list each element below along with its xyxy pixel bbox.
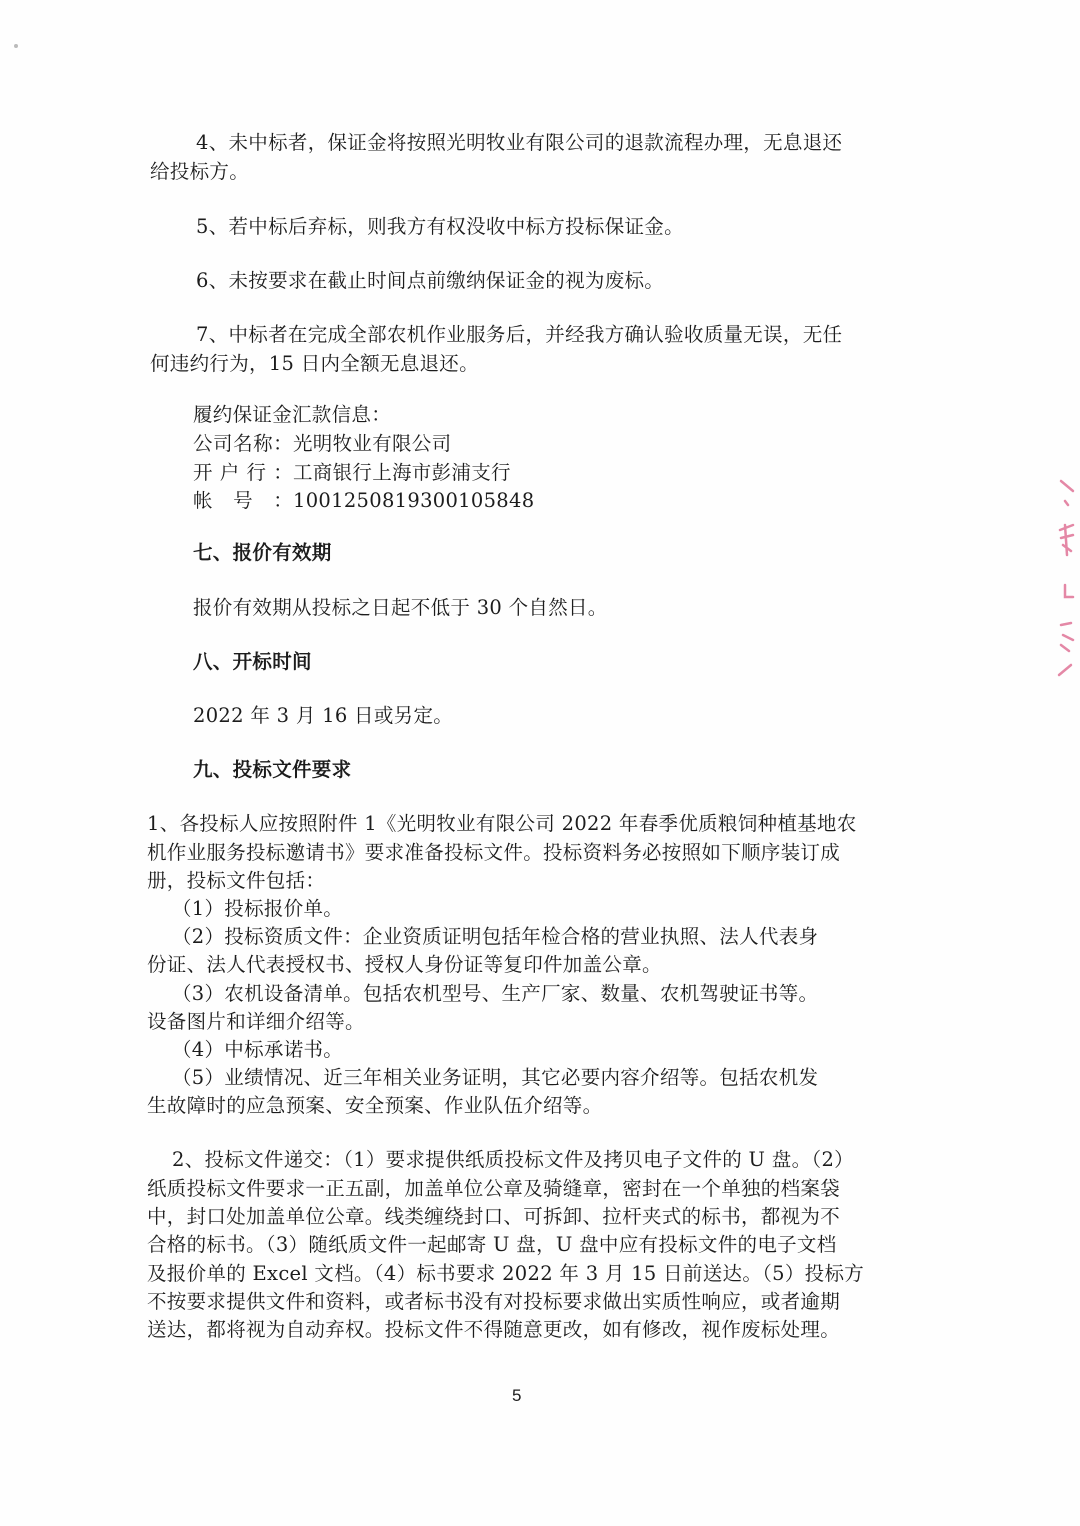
section-9-para1-line1: 1、各投标人应按照附件 1《光明牧业有限公司 2022 年春季优质粮饲种植基地农 (147, 812, 857, 835)
seal-icon (1055, 475, 1077, 690)
section-9-para1-line3: 册，投标文件包括： (147, 869, 326, 892)
section-9-heading: 九、投标文件要求 (193, 758, 352, 781)
doc-item-3-line2: 设备图片和详细介绍等。 (147, 1010, 365, 1033)
scan-mark (14, 44, 18, 48)
remittance-company-row (193, 432, 451, 456)
doc-item-2-line1: （2）投标资质文件：企业资质证明包括年检合格的营业执照、法人代表身 (172, 925, 819, 948)
clause-6: 6、未按要求在截止时间点前缴纳保证金的视为废标。 (196, 269, 665, 292)
remittance-account-row (193, 489, 534, 513)
section-9-para2-line4: 合格的标书。（3）随纸质文件一起邮寄 U 盘，U 盘中应有投标文件的电子文档 (147, 1233, 837, 1256)
doc-item-5-line2: 生故障时的应急预案、安全预案、作业队伍介绍等。 (147, 1094, 603, 1117)
bank-value: 工商银行上海市彭浦支行 (293, 461, 511, 484)
doc-item-5-line1: （5）业绩情况、近三年相关业务证明，其它必要内容介绍等。包括农机发 (172, 1066, 819, 1089)
section-7-body: 报价有效期从投标之日起不低于 30 个自然日。 (193, 596, 608, 619)
seal-stamp-fragment (1055, 475, 1077, 690)
section-9-para2-line1: 2、投标文件递交：（1）要求提供纸质投标文件及拷贝电子文件的 U 盘。（2） (172, 1148, 854, 1171)
section-9-para2-line2: 纸质投标文件要求一正五副，加盖单位公章及骑缝章，密封在一个单独的档案袋 (147, 1177, 841, 1200)
doc-item-3-line1: （3）农机设备清单。包括农机型号、生产厂家、数量、农机驾驶证书等。 (172, 982, 819, 1005)
remittance-title: 履约保证金汇款信息： (193, 403, 392, 426)
section-8-heading: 八、开标时间 (193, 650, 312, 673)
clause-4-line1: 4、未中标者，保证金将按照光明牧业有限公司的退款流程办理，无息退还 (196, 131, 843, 154)
section-9-para2-line5: 及报价单的 Excel 文档。（4）标书要求 2022 年 3 月 15 日前送达。（5）投标方 (147, 1262, 865, 1285)
section-9-para1-line2: 机作业服务投标邀请书》要求准备投标文件。投标资料务必按照如下顺序装订成 (147, 841, 841, 864)
section-9-para2-line7: 送达，都将视为自动弃权。投标文件不得随意更改，如有修改，视作废标处理。 (147, 1318, 841, 1341)
page-number: 5 (512, 1386, 522, 1405)
bank-label: 开户行： (193, 461, 293, 484)
account-value: 1001250819300105848 (293, 489, 535, 512)
doc-item-1: （1）投标报价单。 (172, 897, 344, 920)
clause-4-line2: 给投标方。 (150, 160, 250, 183)
account-label: 帐号： (193, 489, 293, 512)
doc-item-4: （4）中标承诺书。 (172, 1038, 344, 1061)
section-9-para2-line6: 不按要求提供文件和资料，或者标书没有对投标要求做出实质性响应，或者逾期 (147, 1290, 841, 1313)
section-9-para2-line3: 中，封口处加盖单位公章。线类缠绕封口、可拆卸、拉杆夹式的标书，都视为不 (147, 1205, 841, 1228)
clause-5: 5、若中标后弃标，则我方有权没收中标方投标保证金。 (196, 215, 684, 238)
company-label: 公司名称： (193, 432, 293, 455)
clause-7-line1: 7、中标者在完成全部农机作业服务后，并经我方确认验收质量无误，无任 (196, 323, 843, 346)
section-7-heading: 七、报价有效期 (193, 541, 332, 564)
section-8-body: 2022 年 3 月 16 日或另定。 (193, 704, 454, 727)
doc-item-2-line2: 份证、法人代表授权书、授权人身份证等复印件加盖公章。 (147, 953, 662, 976)
company-value: 光明牧业有限公司 (293, 432, 452, 455)
clause-7-line2: 何违约行为，15 日内全额无息退还。 (150, 352, 479, 375)
remittance-bank-row (193, 461, 511, 485)
